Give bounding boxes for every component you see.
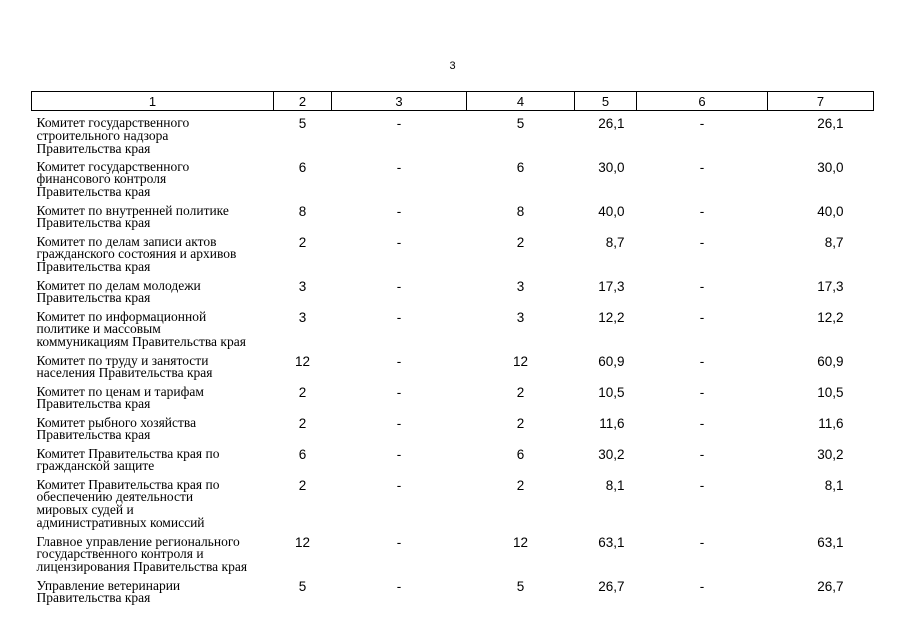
value-cell-c6: - — [699, 203, 705, 219]
column-header: 1 — [32, 92, 274, 111]
org-name-line: государственного контроля и — [36, 546, 204, 562]
org-name-line: Комитет по внутренней политике — [36, 202, 229, 218]
table-row — [32, 386, 874, 417]
value-cell-c7: 30,2 — [817, 446, 844, 462]
value-cell-c3: - — [396, 446, 402, 462]
value-cell-c2: 2 — [298, 384, 307, 400]
value-cell-c4: 6 — [516, 159, 525, 175]
column-header: 3 — [332, 92, 467, 111]
value-cell-c6: - — [699, 116, 705, 131]
value-cell-c6: - — [699, 415, 705, 431]
org-name-line: Комитет государственного — [36, 158, 190, 174]
org-name-cell — [32, 277, 274, 311]
value-cell-c2: 3 — [298, 278, 307, 294]
value-cell-c5: 12,2 — [598, 309, 625, 325]
value-cell-c7: 26,1 — [817, 116, 844, 131]
table-row — [32, 236, 874, 280]
value-cell-c4: 5 — [516, 578, 525, 594]
org-name-line: Комитет по ценам и тарифам — [36, 383, 204, 399]
value-cell-c4: 2 — [516, 477, 525, 493]
value-cell-c2: 12 — [294, 534, 311, 550]
value-cell-c7: 30,0 — [817, 159, 844, 175]
table-row — [32, 205, 874, 236]
value-cell-c2: 6 — [298, 159, 307, 175]
staff-table — [31, 91, 874, 611]
table-row — [32, 417, 874, 448]
value-cell-c6: - — [699, 477, 705, 493]
org-name-cell — [32, 352, 274, 386]
value-cell-c2: 12 — [294, 353, 311, 369]
value-cell-c2: 2 — [298, 415, 307, 431]
value-cell-c2: 5 — [298, 578, 307, 594]
org-name-cell — [32, 383, 274, 417]
value-cell-c6: - — [699, 309, 705, 325]
value-cell-c7: 8,1 — [824, 477, 844, 493]
value-cell-c5: 26,1 — [598, 116, 625, 131]
org-name-cell — [32, 233, 274, 280]
org-name-line: Главное управление регионального — [36, 533, 240, 549]
value-cell-c5: 10,5 — [598, 384, 625, 400]
org-name-line: Правительства края — [36, 427, 151, 443]
value-cell-c6: - — [699, 353, 705, 369]
header-row — [32, 92, 874, 111]
value-cell-c2: 2 — [298, 477, 307, 493]
table-row — [32, 161, 874, 205]
org-name-line: Правительства края — [36, 590, 151, 606]
value-cell-c6: - — [699, 446, 705, 462]
org-name-cell — [32, 202, 274, 236]
value-cell-c5: 8,7 — [605, 234, 625, 250]
page-number: 3 — [449, 60, 456, 72]
value-cell-c4: 12 — [512, 353, 529, 369]
value-cell-c4: 3 — [516, 309, 525, 325]
value-cell-c3: - — [396, 159, 402, 175]
org-name-line: Комитет государственного — [36, 115, 190, 130]
value-cell-c7: 26,7 — [817, 578, 844, 594]
value-cell-c3: - — [396, 203, 402, 219]
value-cell-c5: 60,9 — [598, 353, 625, 369]
org-name-line: Правительства края — [36, 140, 151, 156]
value-cell-c3: - — [396, 415, 402, 431]
value-cell-c4: 5 — [516, 116, 525, 131]
table-row — [32, 355, 874, 386]
value-cell-c5: 26,7 — [598, 578, 625, 594]
table-row — [32, 580, 874, 611]
value-cell-c7: 11,6 — [818, 415, 844, 431]
org-name-line: финансового контроля — [36, 171, 167, 187]
org-name-line: населения Правительства края — [36, 365, 213, 381]
value-cell-c3: - — [396, 384, 402, 400]
value-cell-c2: 6 — [298, 446, 307, 462]
org-name-line: обеспечению деятельности — [36, 489, 194, 505]
org-name-line: коммуникациям Правительства края — [36, 334, 246, 350]
table-row — [32, 280, 874, 311]
org-name-line: Правительства края — [36, 259, 151, 275]
org-name-line: Комитет рыбного хозяйства — [36, 414, 197, 430]
org-name-cell — [32, 308, 274, 355]
table-row — [32, 111, 874, 161]
org-name-line: Комитет Правительства края по — [36, 476, 220, 492]
org-name-line: Комитет по делам записи актов — [36, 233, 217, 249]
org-name-line: Комитет Правительства края по — [36, 445, 220, 461]
value-cell-c3: - — [396, 477, 402, 493]
value-cell-c5: 30,0 — [598, 159, 625, 175]
value-cell-c2: 5 — [298, 116, 307, 131]
column-header: 7 — [768, 92, 874, 111]
value-cell-c3: - — [396, 234, 402, 250]
org-name-line: Комитет по делам молодежи — [36, 277, 201, 293]
value-cell-c7: 60,9 — [817, 353, 844, 369]
value-cell-c7: 63,1 — [817, 534, 844, 550]
value-cell-c5: 63,1 — [598, 534, 625, 550]
org-name-line: Правительства края — [36, 215, 151, 231]
value-cell-c6: - — [699, 534, 705, 550]
table-row — [32, 536, 874, 580]
value-cell-c5: 30,2 — [598, 446, 625, 462]
value-cell-c7: 8,7 — [824, 234, 844, 250]
table-body — [32, 111, 874, 611]
org-name-line: Комитет по труду и занятости — [36, 352, 209, 368]
column-header: 2 — [274, 92, 332, 111]
org-name-line: Правительства края — [36, 290, 151, 306]
table-row — [32, 479, 874, 536]
value-cell-c6: - — [699, 278, 705, 294]
org-name-cell — [32, 577, 274, 611]
org-name-line: политике и массовым — [36, 321, 161, 337]
value-cell-c7: 10,5 — [817, 384, 844, 400]
value-cell-c5: 40,0 — [598, 203, 625, 219]
table-row — [32, 448, 874, 479]
org-name-line: Управление ветеринарии — [36, 577, 181, 593]
value-cell-c3: - — [396, 116, 402, 131]
value-cell-c7: 12,2 — [817, 309, 844, 325]
value-cell-c6: - — [699, 578, 705, 594]
org-name-cell — [32, 445, 274, 479]
column-header: 6 — [637, 92, 768, 111]
value-cell-c2: 3 — [298, 309, 307, 325]
org-name-line: строительного надзора — [36, 127, 169, 143]
table-row — [32, 311, 874, 355]
value-cell-c4: 2 — [516, 234, 525, 250]
value-cell-c7: 40,0 — [817, 203, 844, 219]
value-cell-c3: - — [396, 578, 402, 594]
org-name-line: Правительства края — [36, 396, 151, 412]
column-header: 4 — [467, 92, 575, 111]
value-cell-c2: 2 — [298, 234, 307, 250]
org-name-cell — [32, 414, 274, 448]
org-name-cell — [32, 533, 274, 580]
value-cell-c5: 17,3 — [598, 278, 625, 294]
value-cell-c5: 11,6 — [599, 415, 625, 431]
value-cell-c4: 2 — [516, 415, 525, 431]
value-cell-c3: - — [396, 278, 402, 294]
value-cell-c4: 2 — [516, 384, 525, 400]
org-name-cell — [32, 111, 274, 161]
org-name-line: Правительства края — [36, 184, 151, 200]
value-cell-c6: - — [699, 384, 705, 400]
org-name-line: лицензирования Правительства края — [36, 559, 248, 575]
value-cell-c3: - — [396, 534, 402, 550]
org-name-line: мировых судей и — [36, 502, 134, 518]
value-cell-c4: 3 — [516, 278, 525, 294]
value-cell-c2: 8 — [298, 203, 307, 219]
value-cell-c5: 8,1 — [605, 477, 625, 493]
value-cell-c6: - — [699, 234, 705, 250]
value-cell-c4: 6 — [516, 446, 525, 462]
value-cell-c3: - — [396, 353, 402, 369]
value-cell-c6: - — [699, 159, 705, 175]
org-name-line: гражданского состояния и архивов — [36, 246, 237, 262]
org-name-line: гражданской защите — [36, 458, 155, 474]
value-cell-c4: 12 — [512, 534, 529, 550]
org-name-line: Комитет по информационной — [36, 308, 207, 324]
value-cell-c4: 8 — [516, 203, 525, 219]
value-cell-c7: 17,3 — [817, 278, 844, 294]
org-name-cell — [32, 476, 274, 536]
org-name-line: административных комиссий — [36, 514, 205, 530]
column-header: 5 — [575, 92, 637, 111]
value-cell-c3: - — [396, 309, 402, 325]
org-name-cell — [32, 158, 274, 205]
